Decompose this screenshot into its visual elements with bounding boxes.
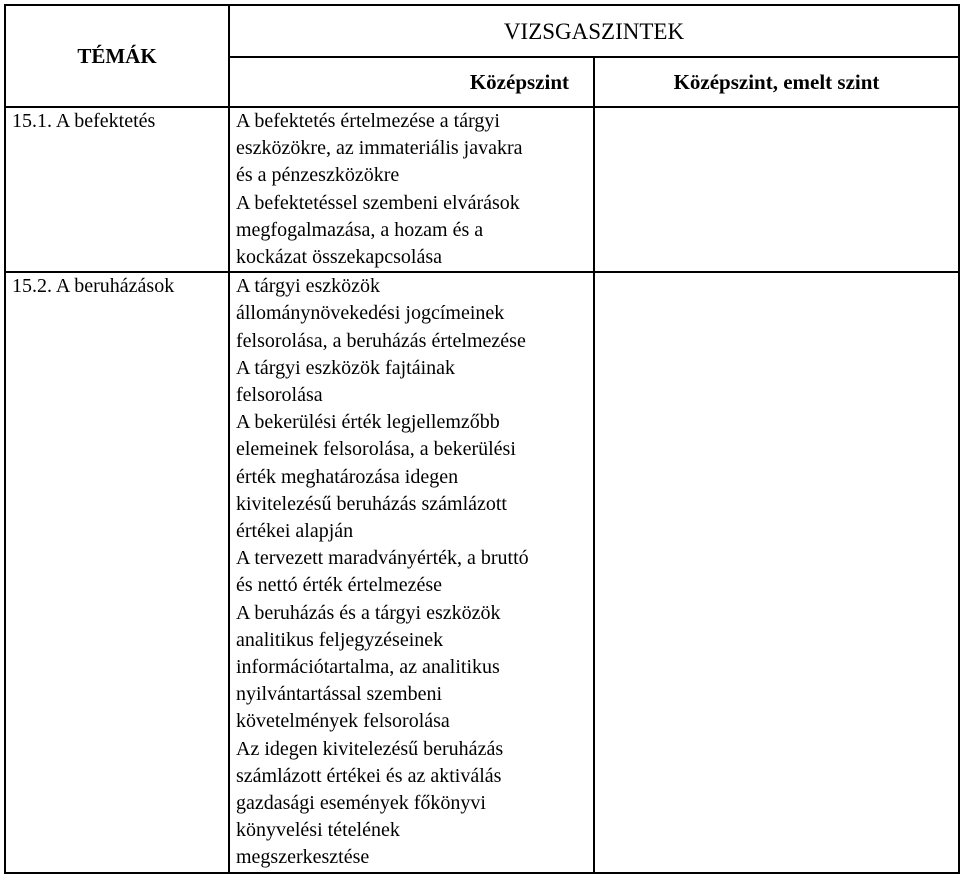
text-line: megfogalmazása, a hozam és a [236, 218, 484, 241]
exam-levels-header: VIZSGASZINTEK [229, 5, 959, 57]
text-line: A tárgyi eszközök [236, 275, 381, 298]
text-line: elemeinek felsorolása, a bekerülési [236, 438, 516, 461]
text-line: felsorolása [236, 384, 323, 407]
mid-level-cell [229, 272, 594, 872]
text-line: kivitelezésű beruházás számlázott [236, 492, 507, 515]
mid-level-cell [229, 107, 594, 272]
text-line: állománynövekedési jogcímeinek [236, 302, 505, 325]
text-line: A tervezett maradványérték, a bruttó [236, 547, 529, 570]
text-line: A tárgyi eszközök fajtáinak [236, 356, 456, 379]
mid-advanced-level-header: Középszint, emelt szint [594, 57, 959, 107]
text-line: érték meghatározása idegen [236, 465, 459, 488]
text-line: értékei alapján [236, 520, 354, 543]
text-line: kockázat összekapcsolása [236, 246, 443, 269]
topics-header: TÉMÁK [5, 5, 229, 107]
text-line: A bekerülési érték legjellemzőbb [236, 411, 500, 434]
text-line: megszerkesztése [236, 846, 370, 869]
table-row [5, 107, 959, 272]
text-line: analitikus feljegyzéseinek [236, 628, 444, 651]
advanced-level-cell [594, 107, 959, 272]
text-line: követelmények felsorolása [236, 710, 450, 733]
text-line: Az idegen kivitelezésű beruházás [236, 737, 504, 760]
topic-cell: 15.2. A beruházások [5, 272, 229, 872]
text-line: A beruházás és a tárgyi eszközök [236, 601, 501, 624]
text-line: felsorolása, a beruházás értelmezése [236, 329, 526, 352]
text-line: könyvelési tételének [236, 819, 400, 842]
text-line: A befektetéssel szembeni elvárások [236, 191, 520, 214]
text-line: információtartalma, az analitikus [236, 656, 500, 679]
text-line: eszközökre, az immateriális javakra [236, 137, 523, 160]
text-line: nyilvántartással szembeni [236, 683, 443, 706]
advanced-level-cell [594, 272, 959, 872]
text-line: és a pénzeszközökre [236, 164, 400, 187]
text-line: számlázott értékei és az aktiválás [236, 764, 502, 787]
mid-level-header: Középszint [229, 57, 594, 107]
exam-levels-table [4, 4, 960, 874]
text-line: gazdasági események főkönyvi [236, 792, 486, 815]
text-line: A befektetés értelmezése a tárgyi [236, 110, 500, 132]
text-line: és nettó érték értelmezése [236, 574, 442, 597]
table-row [5, 272, 959, 872]
topic-cell: 15.1. A befektetés [5, 107, 229, 272]
